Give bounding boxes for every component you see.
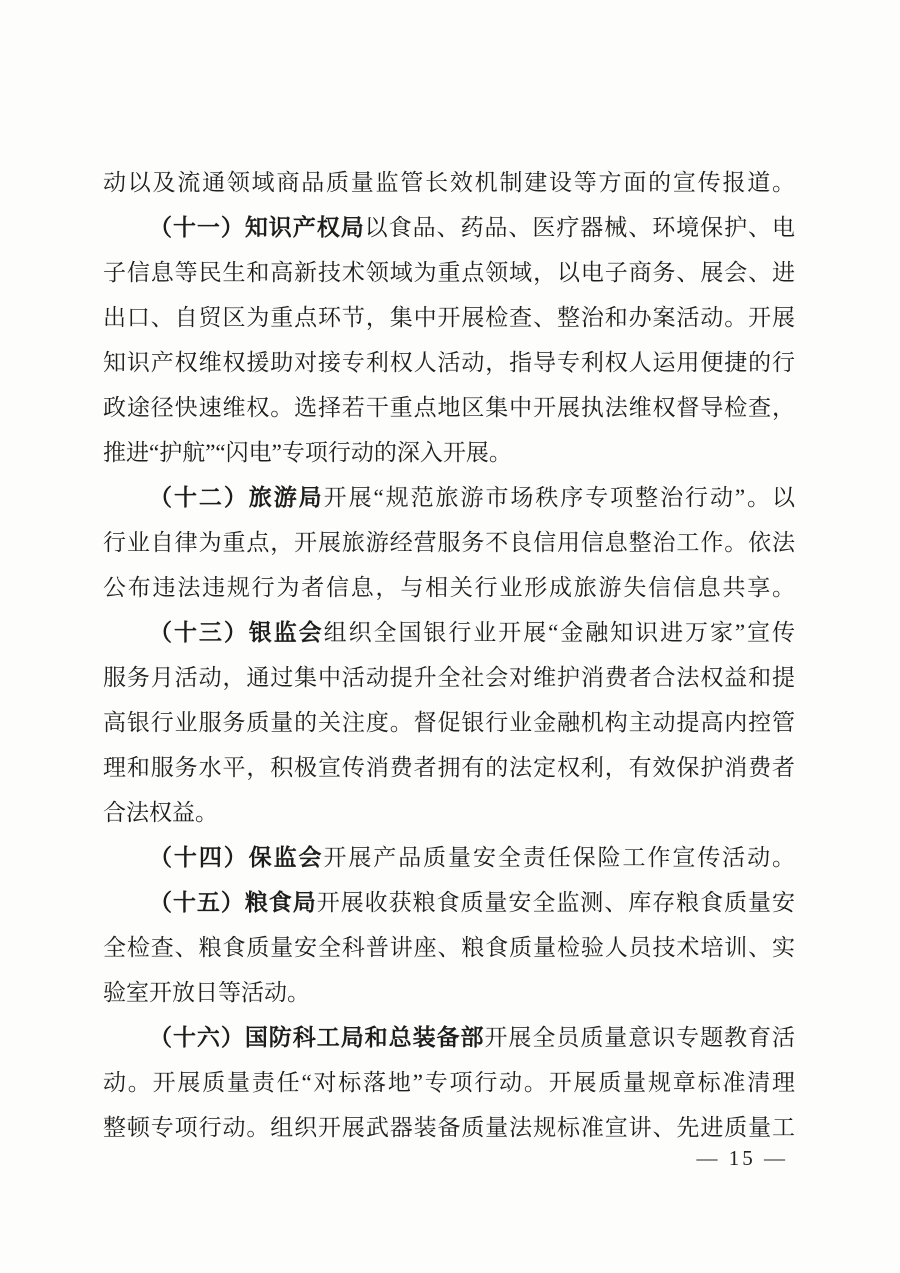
text-run: 知识产权维权援助对接专利权人活动，指导专利权人运用便捷的行 <box>103 350 795 375</box>
text-run: 验室开放日等活动。 <box>103 980 310 1005</box>
text-line <box>103 250 795 295</box>
text-line <box>103 565 795 610</box>
text-run: 合法权益。 <box>103 800 218 825</box>
text-line <box>103 970 795 1015</box>
text-run: 政途径快速维权。选择若干重点地区集中开展执法维权督导检查， <box>103 395 795 420</box>
text-run: 行业自律为重点，开展旅游经营服务不良信用信息整治工作。依法 <box>103 530 795 555</box>
text-line <box>103 1015 795 1060</box>
text-run: 高银行业服务质量的关注度。督促银行业金融机构主动提高内控管 <box>103 710 795 735</box>
text-run: 开展产品质量安全责任保险工作宣传活动。 <box>323 845 796 870</box>
text-line <box>103 205 795 250</box>
text-line <box>103 430 795 475</box>
text-line <box>103 655 795 700</box>
text-run: 动以及流通领域商品质量监管长效机制建设等方面的宣传报道。 <box>103 170 795 195</box>
text-line <box>103 475 795 520</box>
text-run: 开展全员质量意识专题教育活 <box>484 1025 796 1050</box>
text-line <box>103 700 795 745</box>
text-run: 开展“规范旅游市场秩序专项整治行动”。以 <box>323 485 796 510</box>
text-run: 出口、自贸区为重点环节，集中开展检查、整治和办案活动。开展 <box>103 305 795 330</box>
text-line <box>103 925 795 970</box>
text-run: 推进“护航”“闪电”专项行动的深入开展。 <box>103 440 512 465</box>
text-line <box>103 295 795 340</box>
text-run: 开展收获粮食质量安全监测、库存粮食质量安 <box>316 890 796 915</box>
text-line <box>103 835 795 880</box>
text-run: 子信息等民生和高新技术领域为重点领域，以电子商务、展会、进 <box>103 260 795 285</box>
text-line <box>103 1105 795 1150</box>
section-heading: （十四）保监会 <box>149 845 324 870</box>
page-number: — 15 — <box>696 1146 788 1170</box>
text-run: 组织全国银行业开展“金融知识进万家”宣传 <box>323 620 796 645</box>
text-run: 全检查、粮食质量安全科普讲座、粮食质量检验人员技术培训、实 <box>103 935 795 960</box>
section-heading: （十三）银监会 <box>149 620 324 645</box>
text-run: 整顿专项行动。组织开展武器装备质量法规标准宣讲、先进质量工 <box>103 1115 795 1140</box>
section-heading: （十二）旅游局 <box>149 485 324 510</box>
text-run: 动。开展质量责任“对标落地”专项行动。开展质量规章标准清理 <box>103 1070 795 1095</box>
section-heading: （十六）国防科工局和总装备部 <box>149 1025 485 1050</box>
section-heading: （十一）知识产权局 <box>149 215 365 240</box>
text-line <box>103 1060 795 1105</box>
text-line <box>103 790 795 835</box>
text-line <box>103 520 795 565</box>
text-line <box>103 340 795 385</box>
text-run: 以食品、药品、医疗器械、环境保护、电 <box>364 215 796 240</box>
text-line <box>103 160 795 205</box>
text-line <box>103 385 795 430</box>
text-run: 理和服务水平，积极宣传消费者拥有的法定权利，有效保护消费者 <box>103 755 795 780</box>
text-line <box>103 880 795 925</box>
text-line <box>103 610 795 655</box>
text-run: 公布违法违规行为者信息，与相关行业形成旅游失信信息共享。 <box>103 575 795 600</box>
section-heading: （十五）粮食局 <box>149 890 317 915</box>
text-line <box>103 745 795 790</box>
text-run: 服务月活动，通过集中活动提升全社会对维护消费者合法权益和提 <box>103 665 795 690</box>
body-text <box>103 160 795 1150</box>
